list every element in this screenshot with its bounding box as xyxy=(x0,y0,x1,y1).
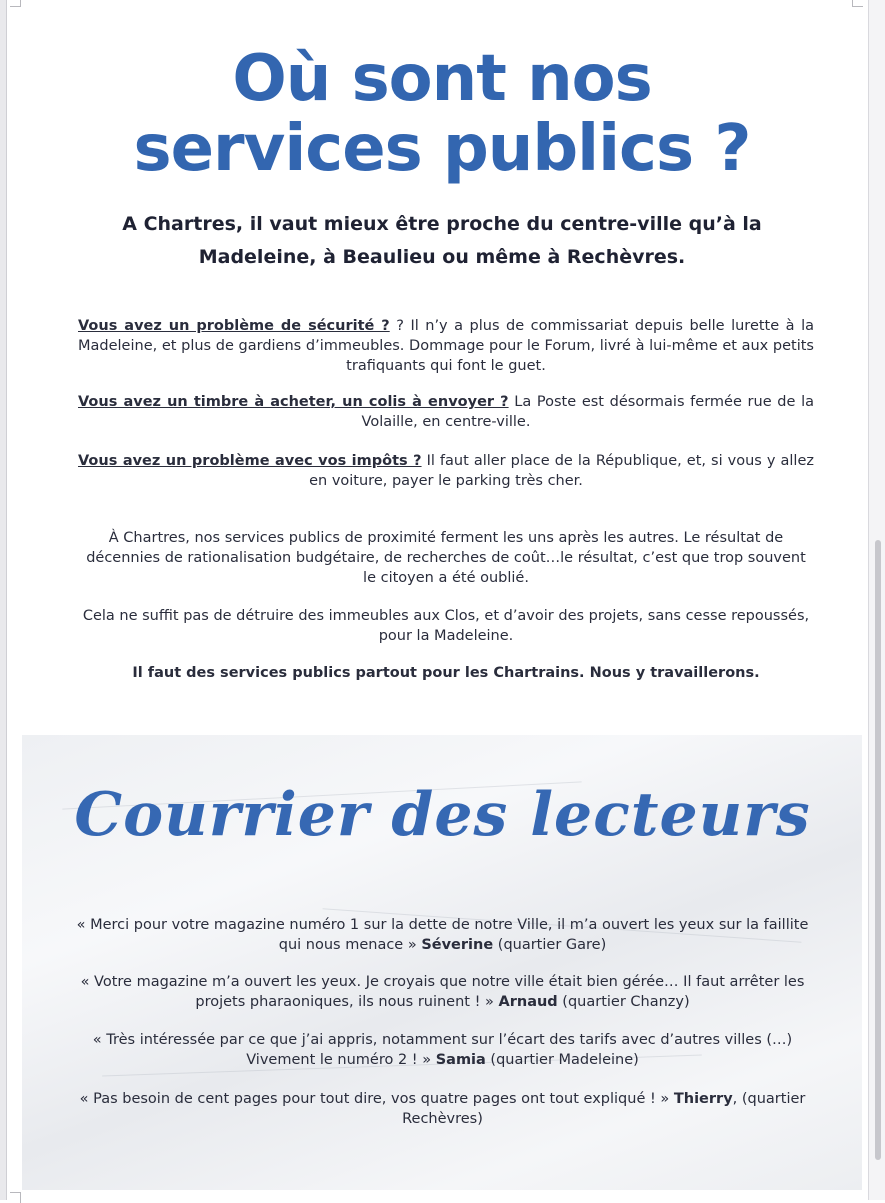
document-page xyxy=(22,0,862,1200)
reader-quote xyxy=(70,972,815,1012)
problem-taxes-lead: Vous avez un problème avec vos impôts ? xyxy=(78,453,422,469)
letters-title: Courrier des lecteurs xyxy=(74,780,811,850)
quote-text: « Votre magazine m’a ouvert les yeux. Je croyais que notre ville était bien gérée… Il faut arrêter les projets pharaoniques, ils nous ruinent ! » xyxy=(80,974,805,1010)
page-title-line2: services publics ? xyxy=(133,112,751,186)
problem-security-lead: Vous avez un problème de sécurité ? xyxy=(78,318,390,334)
problem-security-text: ? Il n’y a plus de commissariat depuis belle lurette à la Madeleine, et plus de gardiens d’immeubles. Dommage pour le Forum, livré à lui-même et aux petits trafiquants qui font le guet. xyxy=(78,318,814,374)
conclusion-text: Il faut des services publics partout pour les Chartrains. Nous y travaillerons. xyxy=(132,665,760,681)
quote-place: , (quartier Rechèvres) xyxy=(402,1091,806,1127)
quote-author: Thierry xyxy=(673,1091,733,1107)
problem-taxes xyxy=(78,451,814,491)
quote-author: Samia xyxy=(435,1052,486,1068)
quote-text: « Pas besoin de cent pages pour tout dire, vos quatre pages ont tout expliqué ! » xyxy=(79,1091,674,1107)
body-paragraph-1: À Chartres, nos services publics de proximité ferment les uns après les autres. Le résultat de décennies de rationalisation budgétaire, de recherches de coût…le résultat, c’est que trop souvent le citoyen a été oublié. xyxy=(86,530,806,586)
scrollbar-track[interactable] xyxy=(868,0,885,1200)
quote-place: (quartier Gare) xyxy=(493,937,607,953)
quote-place: (quartier Chanzy) xyxy=(557,994,690,1010)
corner-mark-top-left xyxy=(10,0,21,7)
reader-quote xyxy=(70,1030,815,1070)
quote-text: « Merci pour votre magazine numéro 1 sur la dette de notre Ville, il m’a ouvert les yeux sur la faillite qui nous menace » xyxy=(76,917,809,953)
quote-place: (quartier Madeleine) xyxy=(485,1052,639,1068)
problem-security xyxy=(78,316,814,376)
page-frame-left xyxy=(0,0,7,1200)
quote-text: « Très intéressée par ce que j’ai appris, notamment sur l’écart des tarifs avec d’autres villes (…) Vivement le numéro 2 ! » xyxy=(92,1032,793,1068)
reader-quote xyxy=(70,915,815,955)
reader-quote xyxy=(70,1089,815,1129)
corner-mark-bottom-left xyxy=(10,1192,21,1203)
quote-author: Séverine xyxy=(421,937,494,953)
body-paragraph-2: Cela ne suffit pas de détruire des immeubles aux Clos, et d’avoir des projets, sans cesse repoussés, pour la Madeleine. xyxy=(82,608,810,644)
problem-post-text: La Poste est désormais fermée rue de la Volaille, en centre-ville. xyxy=(361,394,814,430)
page-title-line1: Où sont nos xyxy=(232,42,652,116)
problem-post xyxy=(78,392,814,432)
page-subtitle: A Chartres, il vaut mieux être proche du centre-ville qu’à la Madeleine, à Beaulieu ou même à Rechèvres. xyxy=(122,213,762,268)
problem-taxes-text: Il faut aller place de la République, et, si vous y allez en voiture, payer le parking très cher. xyxy=(309,453,814,489)
problem-post-lead: Vous avez un timbre à acheter, un colis à envoyer ? xyxy=(78,394,509,410)
quote-author: Arnaud xyxy=(498,994,558,1010)
